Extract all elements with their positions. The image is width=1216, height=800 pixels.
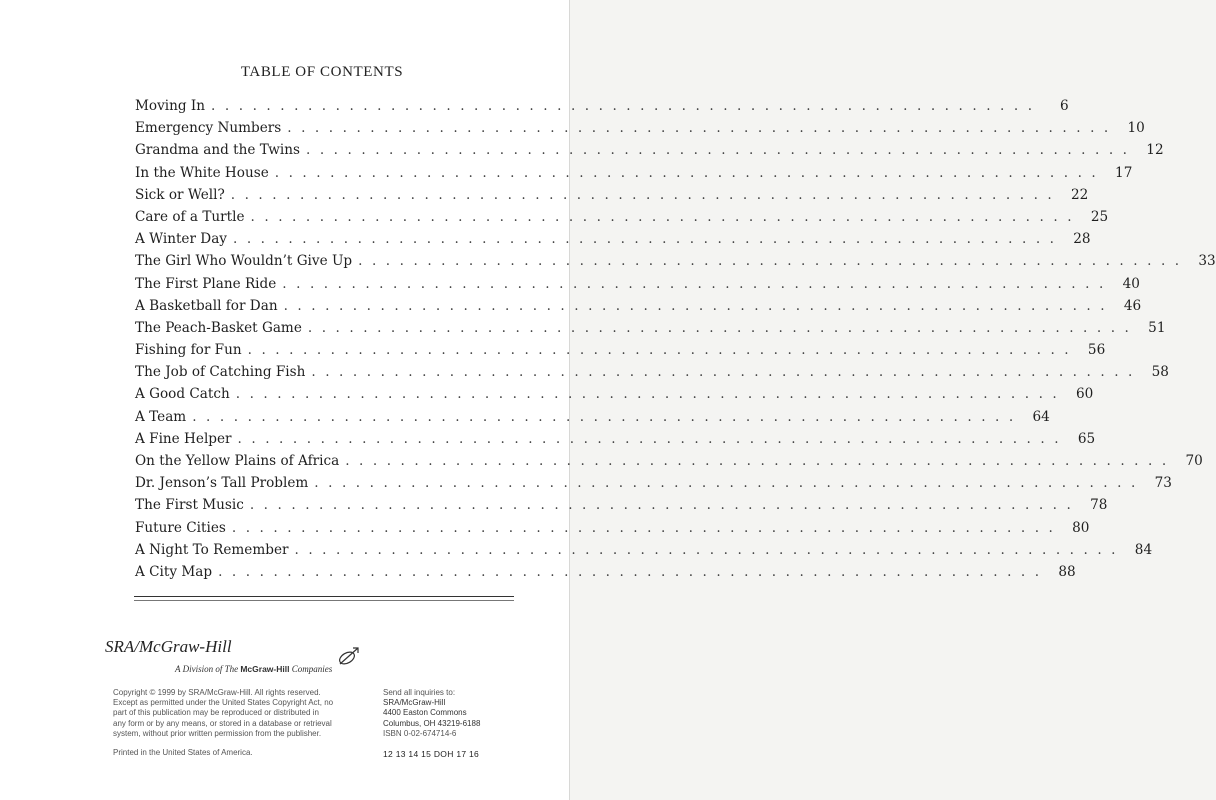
toc-entry — [135, 408, 1050, 431]
toc-entry — [135, 386, 1094, 408]
toc-entry — [135, 164, 1133, 187]
toc-entry — [135, 430, 1096, 453]
copyright-line: any form or by any means, or stored in a database or retrieval — [113, 718, 332, 728]
copyright-notice — [113, 688, 383, 739]
toc-heading: TABLE OF CONTENTS — [240, 64, 404, 80]
divider-rule-secondary — [134, 600, 514, 601]
toc-entry-page: 70 — [1185, 453, 1203, 469]
toc-leader-dots: . . . . . . . . . . . . . . . . . . . . . . . . . . . . . . . . . . . . . . . . . . . . . . . . . . . . . . . . . . . . — [218, 563, 1042, 580]
toc-entry — [135, 231, 1091, 253]
toc-entry-title: A City Map — [135, 563, 213, 580]
toc-entry — [135, 497, 1108, 519]
toc-entry — [135, 475, 1172, 497]
toc-entry — [135, 142, 1164, 164]
toc-entry-title: The Peach-Basket Game — [135, 319, 302, 336]
toc-entry — [135, 297, 1142, 320]
toc-entry-title: Grandma and the Twins — [135, 142, 300, 159]
toc-leader-dots: . . . . . . . . . . . . . . . . . . . . . . . . . . . . . . . . . . . . . . . . . . . . . . . . . . . . . . . . . . . . — [283, 297, 1108, 314]
toc-entry-page: 33 — [1198, 253, 1216, 270]
toc-entry — [135, 253, 1216, 275]
toc-entry-title: Moving In — [135, 98, 206, 114]
toc-entry-page: 88 — [1058, 563, 1076, 580]
toc-leader-dots: . . . . . . . . . . . . . . . . . . . . . . . . . . . . . . . . . . . . . . . . . . . . . . . . . . . . . . . . . . . . — [294, 541, 1119, 558]
toc-entry — [135, 519, 1090, 542]
publisher-logo-icon — [336, 644, 362, 668]
toc-leader-dots: . . . . . . . . . . . . . . . . . . . . . . . . . . . . . . . . . . . . . . . . . . . . . . . . . . . . . . . . . . . . — [211, 98, 1035, 114]
toc-leader-dots: . . . . . . . . . . . . . . . . . . . . . . . . . . . . . . . . . . . . . . . . . . . . . . . . . . . . . . . . . . . . — [287, 120, 1111, 137]
toc-entry-page: 46 — [1123, 297, 1142, 314]
toc-leader-dots: . . . . . . . . . . . . . . . . . . . . . . . . . . . . . . . . . . . . . . . . . . . . . . . . . . . . . . . . . . . . — [358, 253, 1182, 270]
toc-entry — [135, 120, 1145, 142]
toc-leader-dots: . . . . . . . . . . . . . . . . . . . . . . . . . . . . . . . . . . . . . . . . . . . . . . . . . . . . . . . . . . . . — [232, 231, 1057, 248]
toc-entry-page: 64 — [1032, 408, 1050, 425]
toc-entry-page: 65 — [1077, 430, 1096, 447]
toc-entry-page: 73 — [1154, 475, 1172, 492]
toc-entry-title: Dr. Jenson’s Tall Problem — [135, 475, 309, 492]
copyright-line: Except as permitted under the United States Copyright Act, no — [113, 698, 334, 708]
toc-entry-page: 80 — [1072, 519, 1090, 536]
division-the: The — [224, 664, 241, 674]
toc-entry-page: 25 — [1090, 208, 1109, 225]
toc-entry-title: In the White House — [135, 164, 269, 181]
copyright-line: system, without prior written permission from the publisher. — [113, 728, 322, 738]
toc-entry-title: The Job of Catching Fish — [135, 364, 306, 381]
division-suffix: Companies — [289, 664, 333, 674]
toc-entry-title: A Team — [135, 408, 187, 425]
toc-entry-title: A Winter Day — [135, 231, 227, 248]
toc-entry-page: 51 — [1148, 319, 1166, 336]
address-line: SRA/McGraw-Hill — [383, 698, 446, 708]
toc-entry-title: The First Music — [135, 497, 244, 514]
toc-leader-dots: . . . . . . . . . . . . . . . . . . . . . . . . . . . . . . . . . . . . . . . . . . . . . . . . . . . . . . . . . . . . — [282, 275, 1106, 292]
toc-entry-page: 28 — [1073, 231, 1091, 248]
toc-entry-page: 58 — [1151, 364, 1169, 381]
isbn: ISBN 0-02-674714-6 — [383, 728, 457, 738]
toc-list — [135, 98, 1216, 586]
toc-entry-title: Sick or Well? — [135, 186, 225, 203]
toc-leader-dots: . . . . . . . . . . . . . . . . . . . . . . . . . . . . . . . . . . . . . . . . . . . . . . . . . . . . . . . . . . . . — [306, 142, 1130, 159]
toc-entry-title: Care of a Turtle — [135, 208, 245, 225]
toc-entry-page: 6 — [1060, 98, 1069, 114]
toc-leader-dots: . . . . . . . . . . . . . . . . . . . . . . . . . . . . . . . . . . . . . . . . . . . . . . . . . . . . . . . . . . . . — [314, 475, 1138, 492]
address-line: 4400 Easton Commons — [383, 708, 467, 718]
toc-leader-dots: . . . . . . . . . . . . . . . . . . . . . . . . . . . . . . . . . . . . . . . . . . . . . . . . . . . . . . . . . . . . — [250, 208, 1075, 225]
toc-entry — [135, 364, 1169, 386]
toc-entry-title: A Fine Helper — [135, 430, 232, 447]
inquiries-label: Send all inquiries to: — [383, 688, 456, 697]
toc-leader-dots: . . . . . . . . . . . . . . . . . . . . . . . . . . . . . . . . . . . . . . . . . . . . . . . . . . . . . . . . . . . . — [230, 186, 1055, 203]
toc-leader-dots: . . . . . . . . . . . . . . . . . . . . . . . . . . . . . . . . . . . . . . . . . . . . . . . . . . . . . . . . . . . . — [345, 453, 1169, 469]
toc-entry — [135, 275, 1140, 298]
divider-rule — [134, 596, 514, 597]
toc-leader-dots: . . . . . . . . . . . . . . . . . . . . . . . . . . . . . . . . . . . . . . . . . . . . . . . . . . . . . . . . . . . . — [274, 164, 1099, 181]
toc-entry-page: 12 — [1146, 142, 1164, 159]
toc-entry-title: Future Cities — [135, 519, 226, 536]
toc-entry-title: A Night To Remember — [135, 541, 289, 558]
publisher-name: SRA/McGraw-Hill — [105, 637, 232, 656]
toc-entry — [135, 563, 1076, 586]
copyright-line: part of this publication may be reproduced or distributed in — [113, 708, 319, 718]
toc-entry — [135, 208, 1109, 231]
toc-entry-page: 22 — [1071, 186, 1089, 203]
toc-entry-page: 17 — [1115, 164, 1133, 181]
toc-entry-title: The Girl Who Wouldn’t Give Up — [135, 253, 353, 270]
toc-leader-dots: . . . . . . . . . . . . . . . . . . . . . . . . . . . . . . . . . . . . . . . . . . . . . . . . . . . . . . . . . . . . — [235, 386, 1060, 403]
copyright-line: Copyright © 1999 by SRA/McGraw-Hill. All rights reserved. — [113, 688, 321, 697]
toc-entry-title: On the Yellow Plains of Africa — [135, 453, 340, 469]
toc-entry — [135, 541, 1153, 564]
toc-leader-dots: . . . . . . . . . . . . . . . . . . . . . . . . . . . . . . . . . . . . . . . . . . . . . . . . . . . . . . . . . . . . — [247, 342, 1072, 359]
address-line: Columbus, OH 43219-6188 — [383, 718, 481, 728]
toc-leader-dots: . . . . . . . . . . . . . . . . . . . . . . . . . . . . . . . . . . . . . . . . . . . . . . . . . . . . . . . . . . . . — [231, 519, 1056, 536]
division-brand: McGraw-Hill — [240, 664, 290, 674]
toc-entry-title: Fishing for Fun — [135, 342, 242, 359]
toc-entry-page: 60 — [1076, 386, 1094, 403]
print-code: 12 13 14 15 DOH 17 16 — [383, 749, 480, 759]
printed-in-notice: Printed in the United States of America. — [113, 748, 253, 757]
toc-entry-title: A Good Catch — [135, 386, 230, 403]
toc-leader-dots: . . . . . . . . . . . . . . . . . . . . . . . . . . . . . . . . . . . . . . . . . . . . . . . . . . . . . . . . . . . . — [249, 497, 1074, 514]
toc-entry — [135, 98, 1069, 120]
toc-entry-page: 40 — [1122, 275, 1140, 292]
toc-leader-dots: . . . . . . . . . . . . . . . . . . . . . . . . . . . . . . . . . . . . . . . . . . . . . . . . . . . . . . . . . . . . — [307, 319, 1132, 336]
toc-entry-page: 78 — [1090, 497, 1108, 514]
toc-entry-page: 56 — [1087, 342, 1106, 359]
toc-leader-dots: . . . . . . . . . . . . . . . . . . . . . . . . . . . . . . . . . . . . . . . . . . . . . . . . . . . . . . . . . . . . — [311, 364, 1135, 381]
publisher-division — [175, 664, 332, 674]
inquiries-block — [383, 688, 543, 739]
toc-entry — [135, 342, 1106, 364]
toc-leader-dots: . . . . . . . . . . . . . . . . . . . . . . . . . . . . . . . . . . . . . . . . . . . . . . . . . . . . . . . . . . . . — [192, 408, 1016, 425]
toc-entry-title: A Basketball for Dan — [135, 297, 278, 314]
toc-leader-dots: . . . . . . . . . . . . . . . . . . . . . . . . . . . . . . . . . . . . . . . . . . . . . . . . . . . . . . . . . . . . — [237, 430, 1062, 447]
toc-entry-page: 10 — [1127, 120, 1145, 137]
toc-entry-title: Emergency Numbers — [135, 120, 282, 137]
division-prefix: A Division of — [175, 664, 225, 674]
toc-entry-page: 84 — [1134, 541, 1153, 558]
toc-entry — [135, 186, 1089, 209]
toc-entry — [135, 453, 1203, 475]
toc-entry — [135, 319, 1166, 342]
toc-entry-title: The First Plane Ride — [135, 275, 277, 292]
